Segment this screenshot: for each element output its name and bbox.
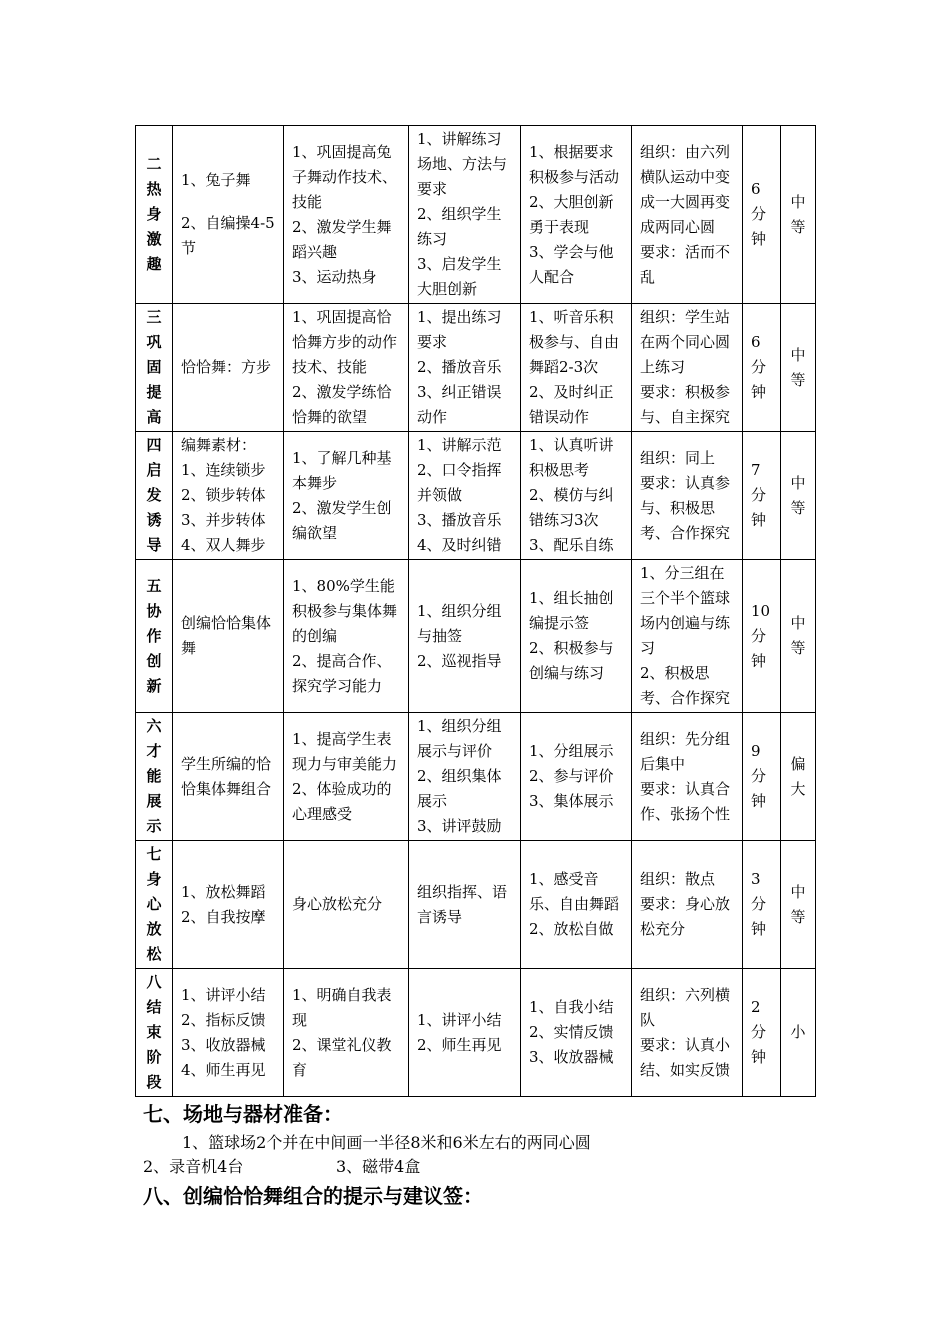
cell-line: 1、80%学生能积极参与集体舞的创编 <box>292 576 398 645</box>
student-activity-cell <box>521 969 632 1097</box>
cell-line: 2、锁步转体 <box>181 486 266 504</box>
cell-line: 2、播放音乐 <box>417 358 502 376</box>
stage-char: 启 <box>146 461 162 479</box>
cell-line: 2、自我按摩 <box>181 907 266 926</box>
section-7-line-2b: 3、磁带4盒 <box>336 1157 421 1176</box>
content-cell <box>173 713 284 841</box>
stage-char: 放 <box>146 920 162 938</box>
cell-line: 1、认真听讲积极思考 <box>529 436 614 479</box>
cell-line: 2、组织学生练习 <box>417 205 502 248</box>
cell-line: 恰恰舞：方步 <box>181 358 272 376</box>
stage-char: 身 <box>146 870 162 888</box>
cell-line: 要求：认真合作、张扬个性 <box>640 779 731 823</box>
table-row <box>136 304 816 432</box>
organization-cell <box>632 713 743 841</box>
cell-line: 1、巩固提高恰恰舞方步的动作技术、技能 <box>292 308 398 376</box>
time-cell: 10分钟 <box>743 560 781 713</box>
stage-char: 激 <box>146 230 162 248</box>
cell-line: 身心放松充分 <box>292 895 383 913</box>
time-cell: 7分钟 <box>743 432 781 560</box>
content-cell <box>173 560 284 713</box>
stage-char: 六 <box>146 717 162 735</box>
cell-line: 1、组织分组与抽签 <box>417 601 502 645</box>
teacher-activity-cell <box>409 304 521 432</box>
load-cell: 偏大 <box>781 713 816 841</box>
cell-line: 3、播放音乐 <box>417 511 502 529</box>
cell-line: 1、组长抽创编提示签 <box>529 589 614 632</box>
cell-line: 2、巡视指导 <box>417 651 502 670</box>
stage-char: 创 <box>146 651 162 670</box>
cell-line: 要求：认真参与、积极思考、合作探究 <box>640 473 731 542</box>
stage-char: 诱 <box>146 511 162 529</box>
cell-line: 3、启发学生大胆创新 <box>417 255 502 298</box>
cell-line: 4、双人舞步 <box>181 536 266 554</box>
cell-line: 要求：认真小结、如实反馈 <box>640 1035 731 1079</box>
cell-line: 1、自我小结 <box>529 998 614 1016</box>
teacher-activity-cell <box>409 713 521 841</box>
cell-line: 2、积极思考、合作探究 <box>640 664 731 707</box>
cell-line: 2、提高合作、探究学习能力 <box>292 651 392 695</box>
table-row <box>136 126 816 304</box>
cell-line: 1、巩固提高兔子舞动作技术、技能 <box>292 142 398 211</box>
cell-line: 3、收放器械 <box>181 1035 266 1054</box>
stage-label-cell <box>136 841 173 969</box>
section-8-title: 八、创编恰恰舞组合的提示与建议签： <box>143 1184 483 1208</box>
cell-line: 学生所编的恰恰集体舞组合 <box>181 754 272 798</box>
cell-line: 2、自编操4-5节 <box>181 214 275 257</box>
goals-cell <box>284 126 409 304</box>
stage-label-cell <box>136 969 173 1097</box>
cell-line: 组织：由六列横队运动中变成一大圆再变成两同心圆 <box>640 142 731 236</box>
cell-line: 3、集体展示 <box>529 792 614 810</box>
table-row <box>136 432 816 560</box>
stage-char: 二 <box>146 155 162 173</box>
table-row <box>136 969 816 1097</box>
cell-line: 2、激发学练恰恰舞的欲望 <box>292 383 392 426</box>
stage-label-cell <box>136 713 173 841</box>
stage-char: 结 <box>146 998 162 1016</box>
cell-line: 组织：学生站在两个同心圆上练习 <box>640 308 731 376</box>
goals-cell <box>284 713 409 841</box>
cell-line: 2、大胆创新勇于表现 <box>529 192 614 236</box>
cell-line: 1、放松舞蹈 <box>181 882 266 901</box>
lesson-plan-table <box>135 125 816 1097</box>
stage-label-cell <box>136 560 173 713</box>
teacher-activity-cell <box>409 841 521 969</box>
goals-cell <box>284 560 409 713</box>
time-cell: 2分钟 <box>743 969 781 1097</box>
organization-cell <box>632 432 743 560</box>
cell-line: 1、讲评小结 <box>417 1010 502 1029</box>
stage-char: 固 <box>146 358 162 376</box>
section-7-line-1: 1、篮球场2个并在中间画一半径8米和6米左右的两同心圆 <box>182 1133 591 1152</box>
cell-line: 4、及时纠错 <box>417 536 502 554</box>
table-row <box>136 841 816 969</box>
stage-label-cell <box>136 304 173 432</box>
stage-char: 展 <box>146 792 162 810</box>
stage-char: 束 <box>146 1023 162 1041</box>
cell-line: 组织：六列横队 <box>640 985 731 1029</box>
cell-line: 创编恰恰集体舞 <box>181 614 272 657</box>
cell-line: 2、参与评价 <box>529 767 614 785</box>
cell-line: 1、讲解示范 <box>417 436 502 454</box>
stage-char: 巩 <box>146 333 162 351</box>
time-cell: 6分钟 <box>743 126 781 304</box>
stage-char: 提 <box>146 383 162 401</box>
cell-line: 组织：散点 <box>640 870 716 888</box>
cell-line: 1、连续锁步 <box>181 461 266 479</box>
cell-line: 2、激发学生舞蹈兴趣 <box>292 217 392 261</box>
stage-label-cell <box>136 432 173 560</box>
time-cell: 6分钟 <box>743 304 781 432</box>
content-cell <box>173 841 284 969</box>
stage-char: 新 <box>146 676 162 695</box>
cell-line: 2、课堂礼仪教育 <box>292 1035 392 1079</box>
organization-cell <box>632 304 743 432</box>
stage-char: 段 <box>146 1073 162 1091</box>
cell-line: 3、收放器械 <box>529 1048 614 1066</box>
cell-line: 3、纠正错误动作 <box>417 383 502 426</box>
lesson-plan-body <box>136 126 816 1097</box>
stage-char: 示 <box>146 817 162 835</box>
stage-char: 心 <box>146 895 162 913</box>
goals-cell <box>284 841 409 969</box>
stage-char: 才 <box>146 742 162 760</box>
content-cell <box>173 304 284 432</box>
load-cell: 中等 <box>781 126 816 304</box>
student-activity-cell <box>521 126 632 304</box>
teacher-activity-cell <box>409 126 521 304</box>
cell-line: 3、运动热身 <box>292 267 377 286</box>
cell-line: 3、配乐自练 <box>529 536 614 554</box>
cell-line: 2、放松自做 <box>529 920 614 938</box>
stage-char: 协 <box>146 601 162 620</box>
cell-line: 编舞素材： <box>181 436 257 454</box>
stage-char: 作 <box>146 626 162 645</box>
cell-line: 1、提高学生表现力与审美能力 <box>292 729 398 773</box>
cell-line: 4、师生再见 <box>181 1060 266 1079</box>
content-cell <box>173 126 284 304</box>
organization-cell <box>632 841 743 969</box>
stage-char: 八 <box>146 973 162 991</box>
section-7-line-2a: 2、录音机4台 <box>143 1157 244 1176</box>
cell-line: 3、讲评鼓励 <box>417 817 502 835</box>
organization-cell <box>632 560 743 713</box>
content-cell <box>173 432 284 560</box>
cell-line: 要求：身心放松充分 <box>640 895 731 938</box>
student-activity-cell <box>521 841 632 969</box>
cell-line: 1、提出练习要求 <box>417 308 502 351</box>
table-row <box>136 713 816 841</box>
load-cell: 小 <box>781 969 816 1097</box>
cell-line: 2、模仿与纠错练习3次 <box>529 486 614 529</box>
stage-char: 导 <box>146 536 162 554</box>
time-cell: 9分钟 <box>743 713 781 841</box>
cell-line: 要求：活而不乱 <box>640 242 731 286</box>
stage-char: 能 <box>146 767 162 785</box>
cell-line: 3、并步转体 <box>181 511 266 529</box>
load-cell: 中等 <box>781 304 816 432</box>
stage-char: 七 <box>146 845 162 863</box>
student-activity-cell <box>521 713 632 841</box>
table-row <box>136 560 816 713</box>
stage-label-cell <box>136 126 173 304</box>
cell-line: 1、分组展示 <box>529 742 614 760</box>
cell-line: 1、讲评小结 <box>181 985 266 1004</box>
organization-cell <box>632 969 743 1097</box>
student-activity-cell <box>521 560 632 713</box>
stage-char: 发 <box>146 486 162 504</box>
cell-line: 1、了解几种基本舞步 <box>292 448 392 492</box>
content-cell <box>173 969 284 1097</box>
cell-line: 2、体验成功的心理感受 <box>292 779 392 823</box>
load-cell: 中等 <box>781 432 816 560</box>
cell-line: 1、听音乐积极参与、自由舞蹈2-3次 <box>529 308 620 376</box>
goals-cell <box>284 969 409 1097</box>
cell-line: 1、根据要求积极参与活动 <box>529 142 620 186</box>
teacher-activity-cell <box>409 432 521 560</box>
time-cell: 3分钟 <box>743 841 781 969</box>
cell-line: 组织：先分组后集中 <box>640 729 731 773</box>
cell-line: 1、讲解练习场地、方法与要求 <box>417 130 508 198</box>
cell-line: 2、组织集体展示 <box>417 767 502 810</box>
stage-char: 趣 <box>146 255 162 273</box>
cell-line: 2、口令指挥并领做 <box>417 461 502 504</box>
stage-char: 高 <box>146 408 162 426</box>
cell-line: 1、组织分组展示与评价 <box>417 717 502 760</box>
stage-char: 五 <box>146 576 162 595</box>
section-7-title: 七、场地与器材准备： <box>143 1102 343 1126</box>
student-activity-cell <box>521 432 632 560</box>
cell-line: 组织指挥、语言诱导 <box>417 882 508 926</box>
load-cell: 中等 <box>781 560 816 713</box>
cell-line: 2、及时纠正错误动作 <box>529 383 614 426</box>
cell-line: 2、实情反馈 <box>529 1023 614 1041</box>
stage-char: 阶 <box>146 1048 162 1066</box>
stage-char: 身 <box>146 205 162 223</box>
teacher-activity-cell <box>409 560 521 713</box>
cell-line: 2、激发学生创编欲望 <box>292 498 392 542</box>
cell-line: 要求：积极参与、自主探究 <box>640 383 731 426</box>
cell-line: 2、积极参与创编与练习 <box>529 639 614 682</box>
stage-char: 松 <box>146 945 162 963</box>
cell-line: 1、兔子舞 <box>181 171 251 189</box>
goals-cell <box>284 432 409 560</box>
stage-char: 四 <box>146 436 162 454</box>
teacher-activity-cell <box>409 969 521 1097</box>
cell-line: 1、分三组在三个半个篮球场内创遍与练习 <box>640 564 731 657</box>
cell-line: 1、感受音乐、自由舞蹈 <box>529 870 620 913</box>
organization-cell <box>632 126 743 304</box>
stage-char: 三 <box>146 308 162 326</box>
cell-line: 1、明确自我表现 <box>292 985 392 1029</box>
cell-line: 2、指标反馈 <box>181 1010 266 1029</box>
load-cell: 中等 <box>781 841 816 969</box>
cell-line: 组织：同上 <box>640 448 716 467</box>
student-activity-cell <box>521 304 632 432</box>
goals-cell <box>284 304 409 432</box>
stage-char: 热 <box>146 180 162 198</box>
cell-line: 3、学会与他人配合 <box>529 242 614 286</box>
cell-line: 2、师生再见 <box>417 1035 502 1054</box>
